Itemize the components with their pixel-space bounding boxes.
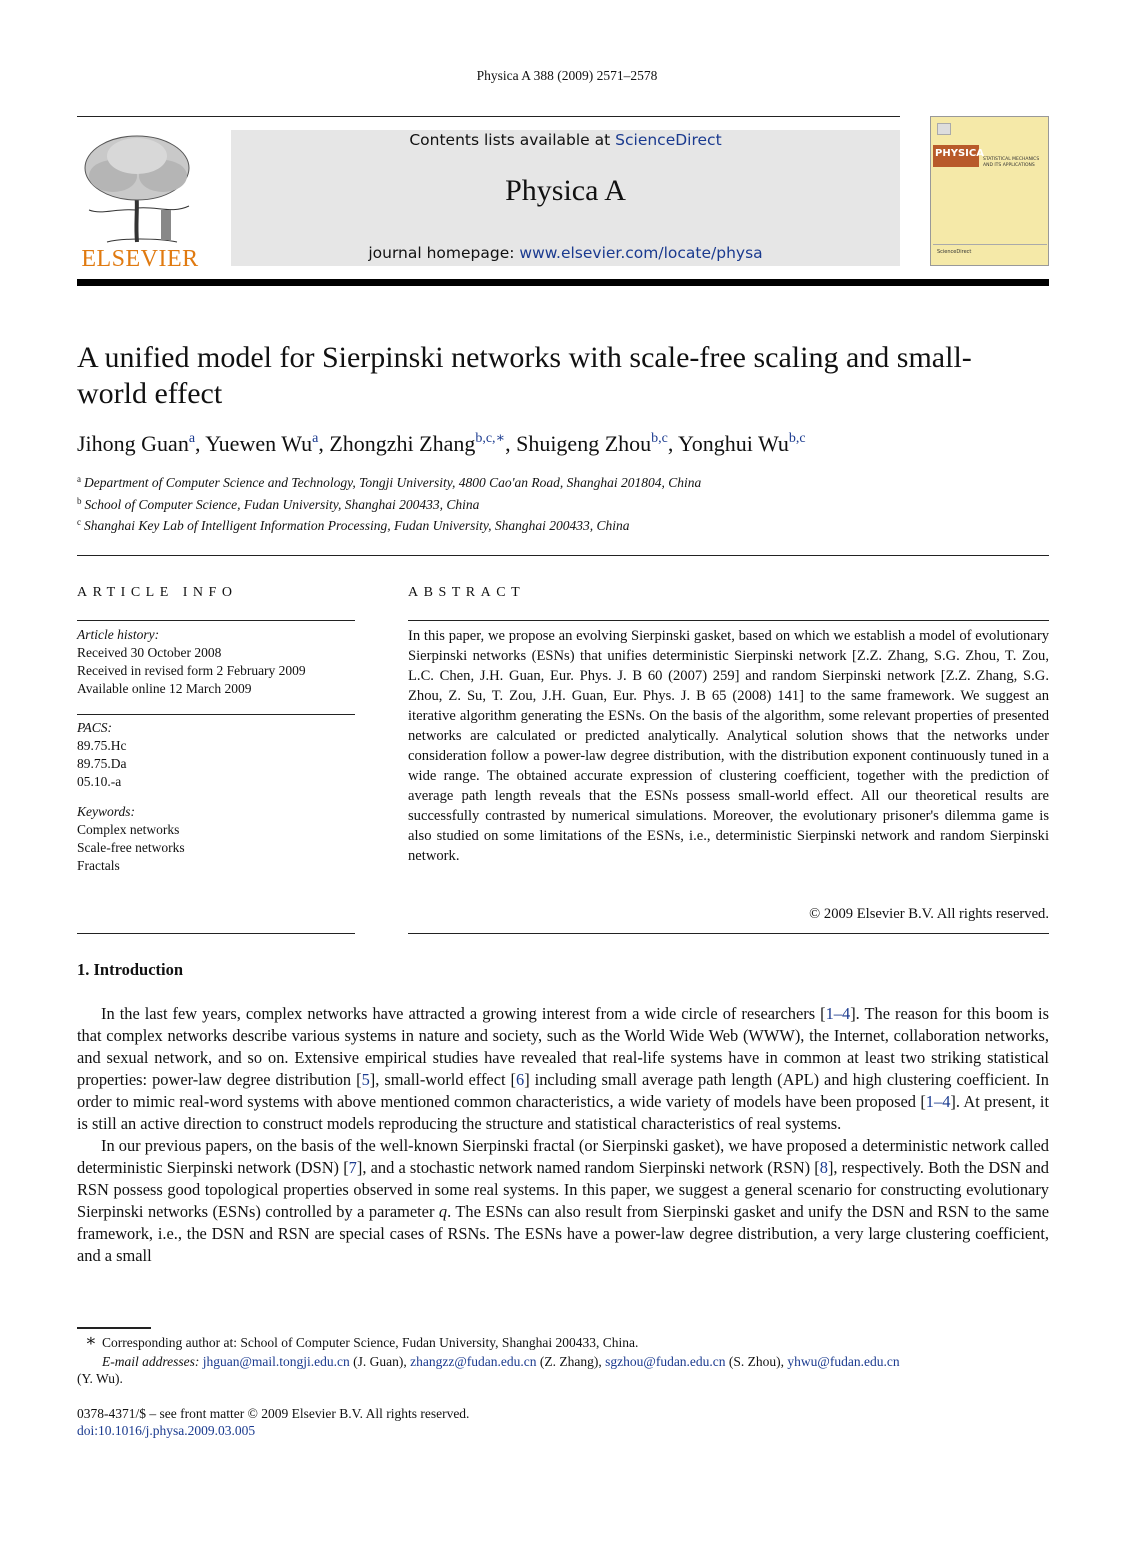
homepage-line (231, 244, 900, 262)
pacs-item: 89.75.Da (77, 756, 127, 771)
cover-emblem-icon (937, 123, 951, 135)
affiliation-text: Shanghai Key Lab of Intelligent Information Processing, Fudan University, Shanghai 200433, China (84, 518, 630, 533)
text-run: ]. The reason for this boom is that complex networks describe various systems in nature and society, such as the World Wide Web (WWW), the Internet, collaboration networks, and sexual network, and so on. Extensive empirical studies have revealed that real-life systems have in common at least two striking statistical properties: power-law degree distribution [ (77, 1004, 1049, 1089)
article-history (77, 626, 355, 698)
email-link[interactable]: yhwu@fudan.edu.cn (787, 1354, 900, 1369)
footnote-star: ∗ (85, 1331, 97, 1350)
elsevier-wordmark: ELSEVIER (81, 246, 199, 272)
history-label: Article history: (77, 627, 160, 642)
cover-divider (933, 244, 1047, 245)
text-run: ] including small average path length (APL) and high clustering coefficient. In order to mimic real-word systems with above mentioned common characteristics, a wide variety of models have been proposed [ (77, 1070, 1050, 1111)
affiliation-key: c (77, 517, 81, 527)
affiliation-text: School of Computer Science, Fudan University, Shanghai 200433, China (84, 497, 480, 512)
text-run: ]. At present, it is still an active direction to construct models reproducing the structure and statistical characteristics of real systems. (77, 1092, 1050, 1133)
keyword-item: Complex networks (77, 822, 180, 837)
doi-link[interactable]: doi:10.1016/j.physa.2009.03.005 (77, 1423, 256, 1438)
paragraph (77, 1135, 1049, 1267)
author-affiliation-mark[interactable]: b,c,∗ (475, 431, 506, 446)
affiliation-rule (77, 555, 1049, 556)
contents-prefix: Contents lists available at (409, 131, 616, 149)
affiliation-text: Department of Computer Science and Technology, Tongji University, 4800 Cao'an Road, Shanghai 201804, China (84, 475, 702, 490)
keyword-item: Scale-free networks (77, 840, 185, 855)
info-rule (77, 933, 355, 934)
email-owner: (J. Guan), (349, 1354, 411, 1369)
pacs-label: PACS: (77, 720, 113, 735)
author-name: Yonghui Wu (678, 431, 789, 456)
corresponding-text: Corresponding author at: School of Computer Science, Fudan University, Shanghai 200433, China. (102, 1335, 639, 1350)
author-name: Shuigeng Zhou (516, 431, 652, 456)
footnote-rule (77, 1327, 151, 1329)
keywords-list (77, 803, 355, 875)
journal-cover (930, 116, 1049, 266)
author-name: Zhongzhi Zhang (329, 431, 476, 456)
affiliation (77, 496, 479, 513)
article-title: A unified model for Sierpinski networks with scale-free scaling and small-world effect (77, 341, 972, 410)
cover-title: PHYSICA (933, 145, 979, 167)
text-run: In the last few years, complex networks have attracted a growing interest from a wide circle of researchers [ (101, 1004, 826, 1023)
email-footnote (77, 1353, 1049, 1371)
citation-link[interactable]: 6 (515, 1070, 525, 1089)
author-affiliation-mark[interactable]: b,c (788, 431, 806, 446)
citation-link[interactable]: 8 (819, 1158, 828, 1177)
header-thick-rule (77, 279, 1049, 286)
contents-line (231, 131, 900, 149)
cover-footer: ScienceDirect (937, 249, 972, 255)
author-name: Yuewen Wu (205, 431, 313, 456)
email-footnote-tail: (Y. Wu). (77, 1371, 123, 1386)
email-link[interactable]: sgzhou@fudan.edu.cn (605, 1354, 726, 1369)
info-rule (77, 714, 355, 715)
keyword-item: Fractals (77, 858, 120, 873)
sciencedirect-link[interactable]: ScienceDirect (615, 131, 722, 149)
text-run: ], small-world effect [ (369, 1070, 516, 1089)
citation-link[interactable]: 1–4 (825, 1004, 851, 1023)
article-info-heading: ARTICLE INFO (77, 585, 238, 600)
abstract-heading: ABSTRACT (408, 585, 526, 600)
pacs-list (77, 719, 355, 791)
abstract-rule (408, 933, 1049, 934)
email-link[interactable]: zhangzz@fudan.edu.cn (410, 1354, 537, 1369)
issn-line: 0378-4371/$ – see front matter © 2009 Elsevier B.V. All rights reserved. (77, 1406, 470, 1421)
text-run: ], respectively. Both the DSN and RSN possess good topological properties observed in some real systems. In this paper, we suggest a general scenario for constructing evolutionary Sierpinski networks (ESNs) controlled by a parameter (77, 1158, 1049, 1221)
history-item: Available online 12 March 2009 (77, 681, 252, 696)
affiliation-key: a (77, 474, 81, 484)
homepage-prefix: journal homepage: (368, 244, 520, 262)
author-affiliation-mark[interactable]: a (312, 431, 319, 446)
introduction-body (77, 1003, 1049, 1267)
email-owner: (Z. Zhang), (536, 1354, 606, 1369)
citation-link[interactable]: 7 (348, 1158, 357, 1177)
corresponding-author-footnote (77, 1331, 1049, 1352)
homepage-link[interactable]: www.elsevier.com/locate/physa (519, 244, 763, 262)
author-name: Jihong Guan (77, 431, 189, 456)
text-run: . The ESNs can also result from Sierpinski gasket and unify the DSN and RSN to the same framework, i.e., the DSN and RSN are special cases of RSNs. The ESNs have a power-law degree distribution, a very large clustering coefficient, and a small (77, 1202, 1050, 1265)
text-run: ], and a stochastic network named random Sierpinski network (RSN) [ (356, 1158, 820, 1177)
paragraph (77, 1003, 1049, 1135)
citation-link[interactable]: 1–4 (925, 1092, 951, 1111)
abstract-rule (408, 620, 1049, 621)
history-item: Received 30 October 2008 (77, 645, 222, 660)
email-label: E-mail addresses: (102, 1354, 203, 1369)
affiliation-key: b (77, 496, 82, 506)
journal-name: Physica A (505, 174, 626, 207)
email-link[interactable]: jhguan@mail.tongji.edu.cn (202, 1354, 350, 1369)
citation-link[interactable]: 5 (361, 1070, 370, 1089)
keywords-label: Keywords: (77, 804, 135, 819)
email-owner: (S. Zhou), (725, 1354, 788, 1369)
affiliation (77, 474, 701, 491)
author-affiliation-mark[interactable]: b,c (651, 431, 668, 446)
affiliation (77, 517, 629, 534)
pacs-item: 05.10.-a (77, 774, 122, 789)
author-list: Jihong Guan$^a$, Yuewen Wu$^a$, Zhongzhi Zhang$^{b,c,∗}$, Shuigeng Zhou$^{b,c}$, Yonghui Wu$^{b,c}$ (77, 431, 806, 456)
abstract-text: In this paper, we propose an evolving Sierpinski gasket, based on which we establish a model of evolutionary Sierpinski networks (ESNs) that unifies deterministic Sierpinski network [Z.Z. Zhang, S.G. Zhou, T. Zou, L.C. Chen, J.H. Guan, Eur. Phys. J. B 60 (2007) 259] and random Sierpinski network [Z.Z. Zhang, S.G. Zhou, Z. Su, T. Zou, J.H. Guan, Eur. Phys. J. B 65 (2008) 141] to the same framework. We suggest an iterative algorithm generating the ESNs. On the basis of the algorithm, some relevant properties of presented networks are calculated or predicted analytically. Analytical solution shows that the networks under consideration follow a power-law degree distribution, with the distribution exponent continuously tuned in a wide range. The obtained accurate expression of clustering coefficient, together with the prediction of average path length reveals that the ESNs possess small-world effect. All our theoretical results are successfully contrasted by numerical simulations. Moreover, the evolutionary prisoner's dilemma game is also studied on some limitations of the ESNs, i.e., deterministic Sierpinski network and random Sierpinski network. (408, 628, 1049, 864)
pacs-item: 89.75.Hc (77, 738, 127, 753)
author-affiliation-mark[interactable]: a (188, 431, 196, 446)
cover-subtitle: STATISTICAL MECHANICS AND ITS APPLICATIONS (983, 157, 1040, 168)
section-heading-introduction: 1. Introduction (77, 960, 184, 979)
history-item: Received in revised form 2 February 2009 (77, 663, 306, 678)
header-top-rule (77, 116, 900, 117)
abstract-copyright: © 2009 Elsevier B.V. All rights reserved. (809, 906, 1049, 922)
journal-citation: Physica A 388 (2009) 2571–2578 (476, 68, 658, 83)
text-run: In our previous papers, on the basis of the well-known Sierpinski fractal (or Sierpinski gasket), we have proposed a deterministic network called deterministic Sierpinski network (DSN) [ (77, 1136, 1049, 1177)
info-rule (77, 620, 355, 621)
math-symbol: q (438, 1202, 448, 1221)
